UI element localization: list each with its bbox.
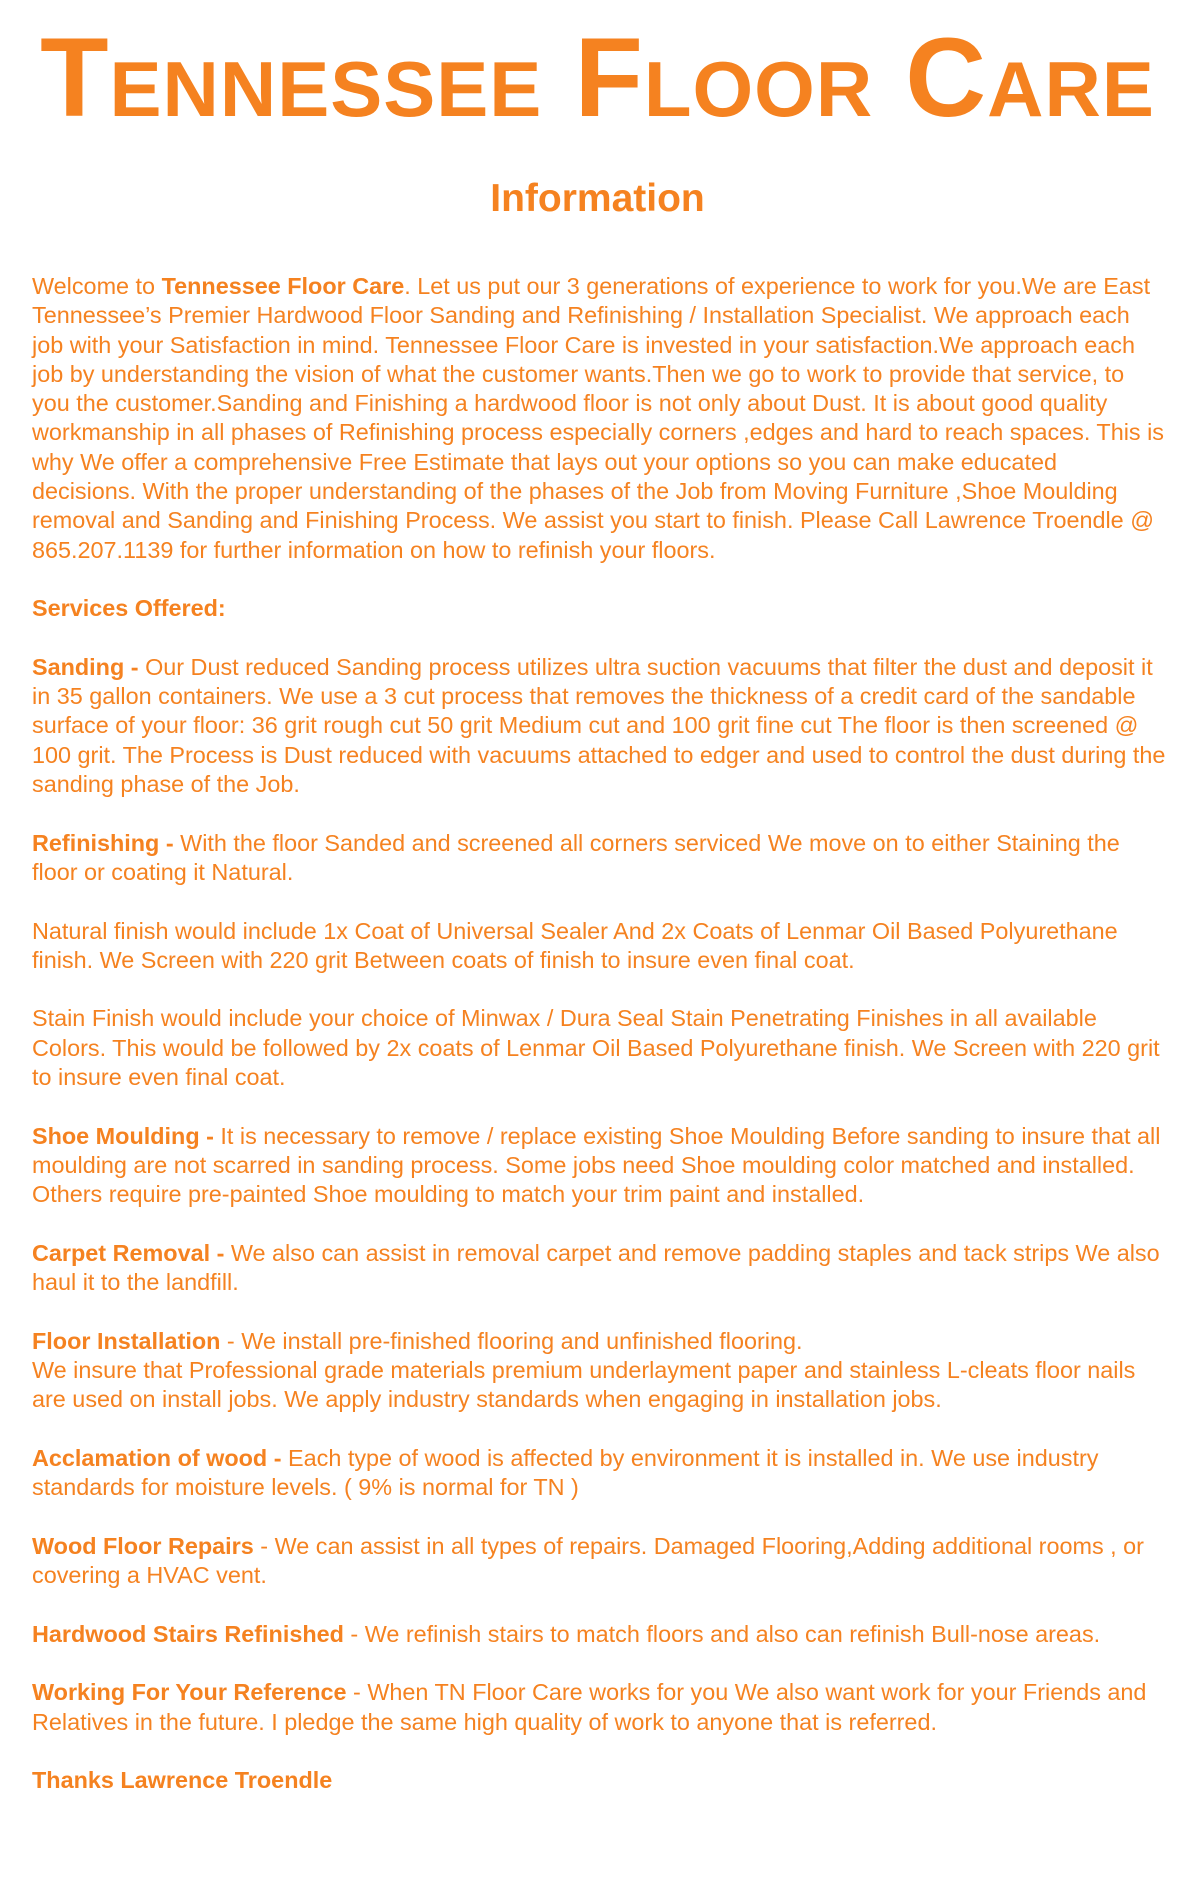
service-text: - We refinish stairs to match floors and also can refinish Bull-nose areas. — [343, 1620, 1101, 1647]
service-text: Our Dust reduced Sanding process utilizes ultra suction vacuums that filter the dust and deposit it in 35 gallon containers. We use a 3 cut process that removes the thickness of a credit card of the sandable surface of your floor: 36 grit rough cut 50 grit Medium cut and 100 grit fine cut The floor is then screened @ 100 grit. The Process is Dust reduced with vacuums attached to edger and used to control the dust during the sanding phase of the Job. — [32, 653, 1166, 798]
service-text: Stain Finish would include your choice of Minwax / Dura Seal Stain Penetrating Finishes in all available Colors. This would be followed by 2x coats of Lenmar Oil Based Polyurethane finish. We Screen with 220 grit to insure even final coat. — [32, 1005, 1160, 1091]
service-text: We also can assist in removal carpet and remove padding staples and tack strips We also haul it to the landfill. — [32, 1239, 1160, 1296]
service-title: Acclamation of wood - — [32, 1444, 289, 1471]
service-title: Hardwood Stairs Refinished — [32, 1620, 344, 1647]
service-title: Sanding - — [32, 653, 146, 680]
service-section — [32, 1239, 1167, 1298]
page-title: Tennessee Floor Care — [40, 15, 1155, 140]
service-title: Wood Floor Repairs — [32, 1532, 254, 1559]
service-title: Shoe Moulding - — [32, 1122, 221, 1149]
service-text: - We can assist in all types of repairs. Damaged Flooring,Adding additional rooms , or covering a HVAC vent. — [32, 1532, 1144, 1589]
intro-paragraph — [32, 272, 1167, 565]
service-text: With the floor Sanded and screened all corners serviced We move on to either Staining the floor or coating it Natural. — [32, 829, 1120, 885]
page-subtitle: Information — [490, 177, 705, 220]
services-list — [32, 653, 1167, 1737]
service-text: Natural finish would include 1x Coat of Universal Sealer And 2x Coats of Lenmar Oil Based Polyurethane finish. We Screen with 220 grit Between coats of finish to insure even final coat. — [32, 917, 1118, 973]
service-section — [32, 1532, 1167, 1591]
service-title: Floor Installation — [32, 1327, 221, 1354]
service-text: - When TN Floor Care works for you We also want work for your Friends and Relatives in the future. I pledge the same high quality of work to anyone that is referred. — [32, 1679, 1147, 1735]
service-title: Working For Your Reference — [32, 1679, 347, 1706]
signoff — [32, 1766, 1167, 1795]
intro-text: . Let us put our 3 generations of experience to work for you.We are East Tennessee’s Premier Hardwood Floor Sanding and Refinishing / Installation Specialist. We approach each job with your Satisfaction in mind. Tennessee Floor Care is invested in your satisfaction.We approach each job by understanding the vision of what the customer wants.Then we go to work to provide that service, to you the customer.Sanding and Finishing a hardwood floor is not only about Dust. It is about good quality workmanship in all phases of Refinishing process especially corners ,edges and hard to reach spaces. This is why We offer a comprehensive Free Estimate that lays out your options so you can make educated decisions. With the proper understanding of the phases of the Job from Moving Furniture ,Shoe Moulding removal and Sanding and Finishing Process. We assist you start to finish. Please Call Lawrence Troendle @ 865.207.1139 for further information on how to refinish your floors. — [32, 273, 1165, 563]
service-text: Each type of wood is affected by environment it is installed in. We use industry standards for moisture levels. ( 9% is normal for TN ) — [32, 1444, 1099, 1501]
service-section — [32, 1327, 1167, 1415]
service-title: Refinishing - — [32, 829, 181, 856]
document-body — [0, 272, 1195, 1795]
service-section — [32, 829, 1167, 888]
services-heading — [32, 594, 1167, 623]
company-name: Tennessee Floor Care — [161, 273, 405, 299]
service-section — [32, 917, 1167, 976]
service-section — [32, 1444, 1167, 1503]
service-section — [32, 1122, 1167, 1210]
service-section — [32, 1678, 1167, 1737]
service-section — [32, 653, 1167, 799]
service-section — [32, 1004, 1167, 1092]
service-title: Carpet Removal - — [32, 1239, 231, 1266]
service-section — [32, 1620, 1167, 1649]
service-text: We insure that Professional grade materials premium underlayment paper and stainless L-cleats floor nails are used on install jobs. We apply industry standards when engaging in installation jobs. — [32, 1356, 1136, 1413]
service-text: - We install pre-finished flooring and unfinished flooring. — [220, 1327, 803, 1354]
intro-text: Welcome to — [32, 273, 162, 299]
services-heading-text: Services Offered: — [32, 595, 226, 622]
signoff-text: Thanks Lawrence Troendle — [32, 1767, 333, 1794]
service-text: It is necessary to remove / replace existing Shoe Moulding Before sanding to insure that all moulding are not scarred in sanding process. Some jobs need Shoe moulding color matched and installed. Others require pre-painted Shoe moulding to match your trim paint and installed. — [32, 1122, 1161, 1208]
